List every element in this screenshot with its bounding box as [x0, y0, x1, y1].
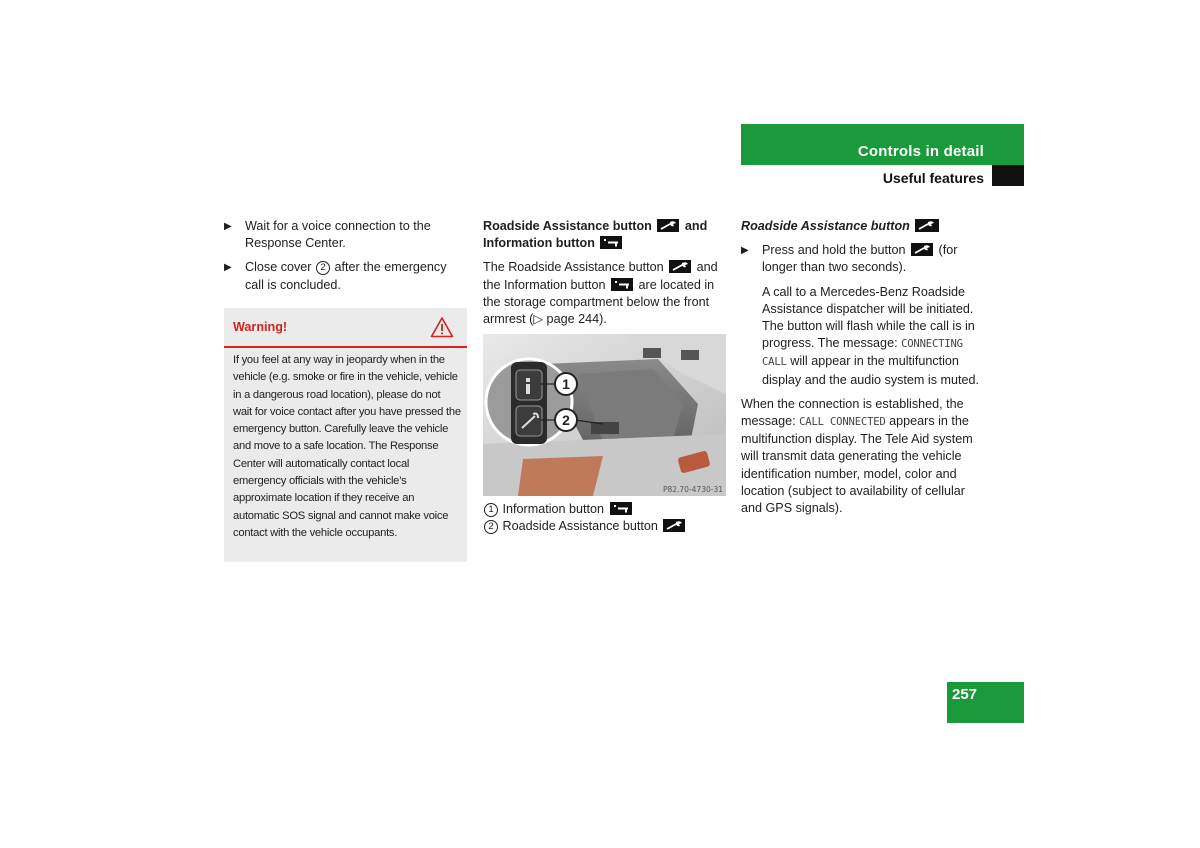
bullet-item: [224, 259, 467, 293]
paragraph-text: When the connection is established, the message:: [741, 396, 964, 429]
wrench-icon: [669, 260, 691, 273]
warning-body: If you feel at any way in jeopardy when in the vehicle (e.g. smoke or fire in the vehicle, vehicle in a dangerous road location), please do not wait for voice contact after you have pressed the emergency button. Carefully leave the vehicle and move to a safe location. The Response Center will automatically contact local emergency officials with the vehicle’s approximate location if they receive an automatic SOS signal and cannot make voice contact with the vehicle occupants.: [233, 354, 461, 539]
paragraph-text: A call to a Mercedes-Benz Roadside Assistance dispatcher will be initiated. The button will flash while the call is in progress. The message:: [762, 284, 975, 351]
caption-item: [483, 501, 726, 518]
paragraph-text: appears in the multifunction display. The Tele Aid system will transmit data generating the vehicle identification number, model, color and location (subject to availability of cellular and GPS signals).: [741, 414, 973, 516]
callout-number: 2: [316, 261, 330, 275]
section-title: Controls in detail: [857, 143, 984, 160]
caption-item: [483, 518, 726, 535]
paragraph: [483, 259, 726, 328]
armrest-photo: [483, 334, 726, 496]
bullet-arrow-icon: ▶: [224, 262, 232, 274]
section-heading: [483, 218, 726, 252]
photo-captions: [483, 501, 726, 535]
heading-text: and: [684, 219, 708, 233]
bullet-arrow-icon: ▶: [741, 245, 749, 257]
indented-paragraph: [741, 284, 987, 389]
bullet-text-post: (for longer than two seconds).: [762, 243, 958, 275]
paragraph-text: are located in the storage compartment below the front armrest (▷ page 244).: [483, 277, 715, 327]
bullet-text-pre: Close cover: [245, 260, 312, 275]
info-i-icon: [610, 502, 632, 515]
callout-2: 2: [562, 412, 570, 428]
callout-number: 2: [484, 520, 498, 534]
armrest-illustration: [483, 334, 726, 496]
warning-box: [224, 308, 467, 562]
subsection-title: Useful features: [882, 170, 984, 186]
wrench-icon: [657, 219, 679, 232]
callout-1: 1: [562, 376, 570, 392]
column-1: [224, 218, 467, 301]
header-marker: [992, 165, 1024, 186]
column-3: [741, 218, 987, 517]
paragraph: [741, 396, 987, 517]
callout-number: 1: [484, 503, 498, 517]
bullet-arrow-icon: ▶: [224, 221, 232, 232]
info-i-icon: [600, 236, 622, 249]
bullet-text-pre: Press and hold the button: [762, 243, 906, 258]
display-message: CALL CONNECTED: [799, 416, 886, 429]
heading-text: Information button: [483, 236, 595, 251]
page-number: 257: [952, 686, 978, 703]
display-message: CONNECTING CALL: [762, 338, 963, 369]
bullet-item: [224, 218, 467, 252]
warning-divider: [224, 346, 467, 348]
heading-text: Roadside Assistance button: [741, 219, 910, 233]
column-2: [483, 218, 726, 328]
wrench-icon: [663, 519, 685, 532]
bullet-item: [741, 242, 987, 276]
caption-text: Roadside Assistance button: [502, 519, 658, 534]
paragraph-text: will appear in the multifunction display and the audio system is muted.: [762, 354, 980, 387]
caption-text: Information button: [502, 502, 605, 516]
paragraph-text: The Roadside Assistance button: [483, 260, 664, 275]
section-heading: [741, 218, 987, 235]
bullet-text-post: after the emergency call is concluded.: [245, 260, 447, 292]
photo-code: P82.70-4730-31: [662, 485, 723, 494]
warning-title: Warning!: [233, 320, 288, 334]
heading-text: Roadside Assistance button: [483, 219, 652, 233]
wrench-icon: [915, 219, 939, 232]
warning-triangle-icon: [430, 316, 454, 338]
bullet-text: Wait for a voice connection to the Response Center.: [245, 219, 431, 251]
info-i-icon: [611, 278, 633, 291]
paragraph-text: and the Information button: [483, 260, 718, 292]
wrench-icon: [911, 243, 933, 256]
